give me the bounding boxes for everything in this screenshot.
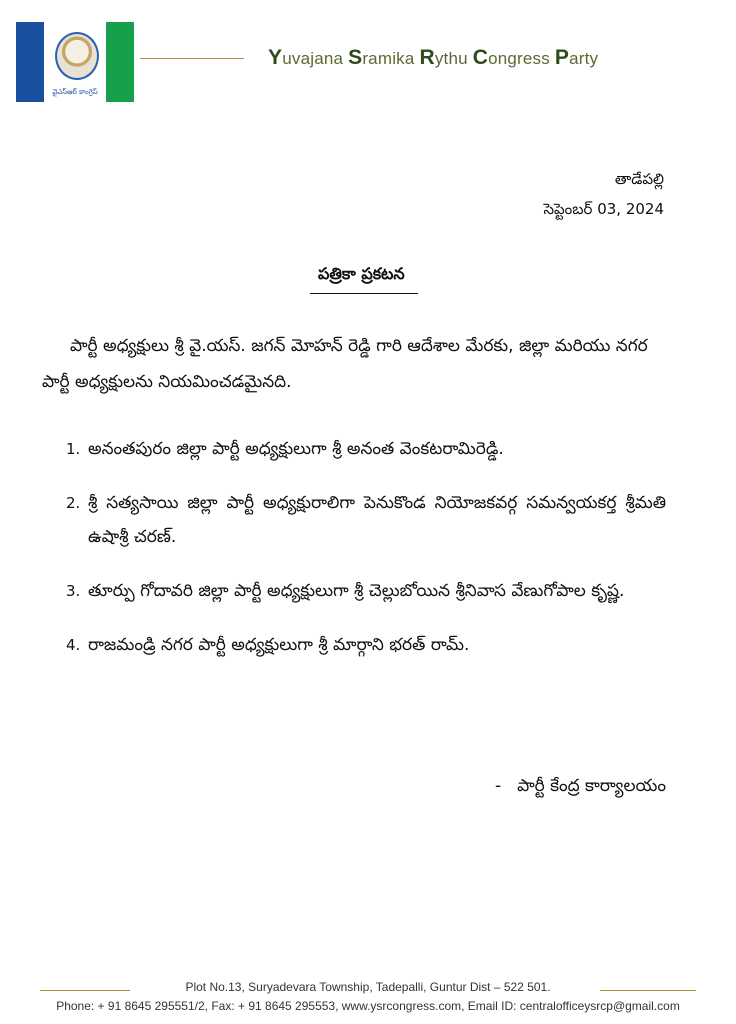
footer-address: Plot No.13, Suryadevara Township, Tadepalli, Guntur Dist – 522 501.	[185, 980, 551, 994]
press-release-heading: పత్రికా ప్రకటన	[318, 264, 405, 283]
appointment-list	[66, 432, 666, 682]
intro-paragraph: పార్టీ అధ్యక్షులు శ్రీ వై.యస్. జగన్ మోహన్ రెడ్డి గారి ఆదేశాల మేరకు, జిల్లా మరియు నగర పార్టీ అధ్యక్షులను నియమించడమైనది.	[42, 336, 648, 392]
list-item	[66, 574, 666, 608]
item-text: తూర్పు గోదావరి జిల్లా పార్టీ అధ్యక్షులుగా శ్రీ చెల్లుబోయిన శ్రీనివాస వేణుగోపాల కృష్ణ.	[88, 581, 625, 601]
header-divider	[140, 58, 244, 59]
heading-underline	[310, 293, 418, 294]
list-item	[66, 628, 666, 662]
item-number: 4.	[66, 636, 81, 654]
footer-contact: Phone: + 91 8645 295551/2, Fax: + 91 8645 295553, www.ysrcongress.com, Email ID: centralofficeysrcp@gmail.com	[56, 999, 680, 1013]
signature-text: పార్టీ కేంద్ర కార్యాలయం	[517, 776, 666, 796]
flag-white-band	[44, 22, 106, 102]
item-text: శ్రీ సత్యసాయి జిల్లా పార్టీ అధ్యక్షురాలిగా పెనుకొండ నియోజకవర్గ సమన్వయకర్త శ్రీమతి ఉషాశ్రీ చరణ్.	[88, 493, 666, 547]
flag-green-band	[106, 22, 134, 102]
list-item	[66, 486, 666, 554]
logo-caption: వైఎస్ఆర్ కాంగ్రెస్	[52, 88, 98, 96]
item-number: 2.	[66, 494, 81, 512]
flag-blue-band	[16, 22, 44, 102]
party-logo	[16, 22, 134, 102]
item-text: అనంతపురం జిల్లా పార్టీ అధ్యక్షులుగా శ్రీ అనంత వెంకటరామిరెడ్డి.	[88, 439, 504, 459]
letter-date: సెప్టెంబర్ 03, 2024	[543, 200, 664, 218]
item-number: 1.	[66, 440, 81, 458]
list-item	[66, 432, 666, 466]
party-name: Yuvajana Sramika Rythu Congress Party	[268, 46, 599, 69]
signature-block	[495, 776, 666, 800]
leader-portrait-icon	[55, 32, 99, 80]
item-number: 3.	[66, 582, 81, 600]
letter-place: తాడేపల్లి	[614, 170, 664, 188]
item-text: రాజమండ్రి నగర పార్టీ అధ్యక్షులుగా శ్రీ మార్గాని భరత్ రామ్.	[88, 635, 470, 655]
signature-dash: -	[494, 776, 502, 796]
